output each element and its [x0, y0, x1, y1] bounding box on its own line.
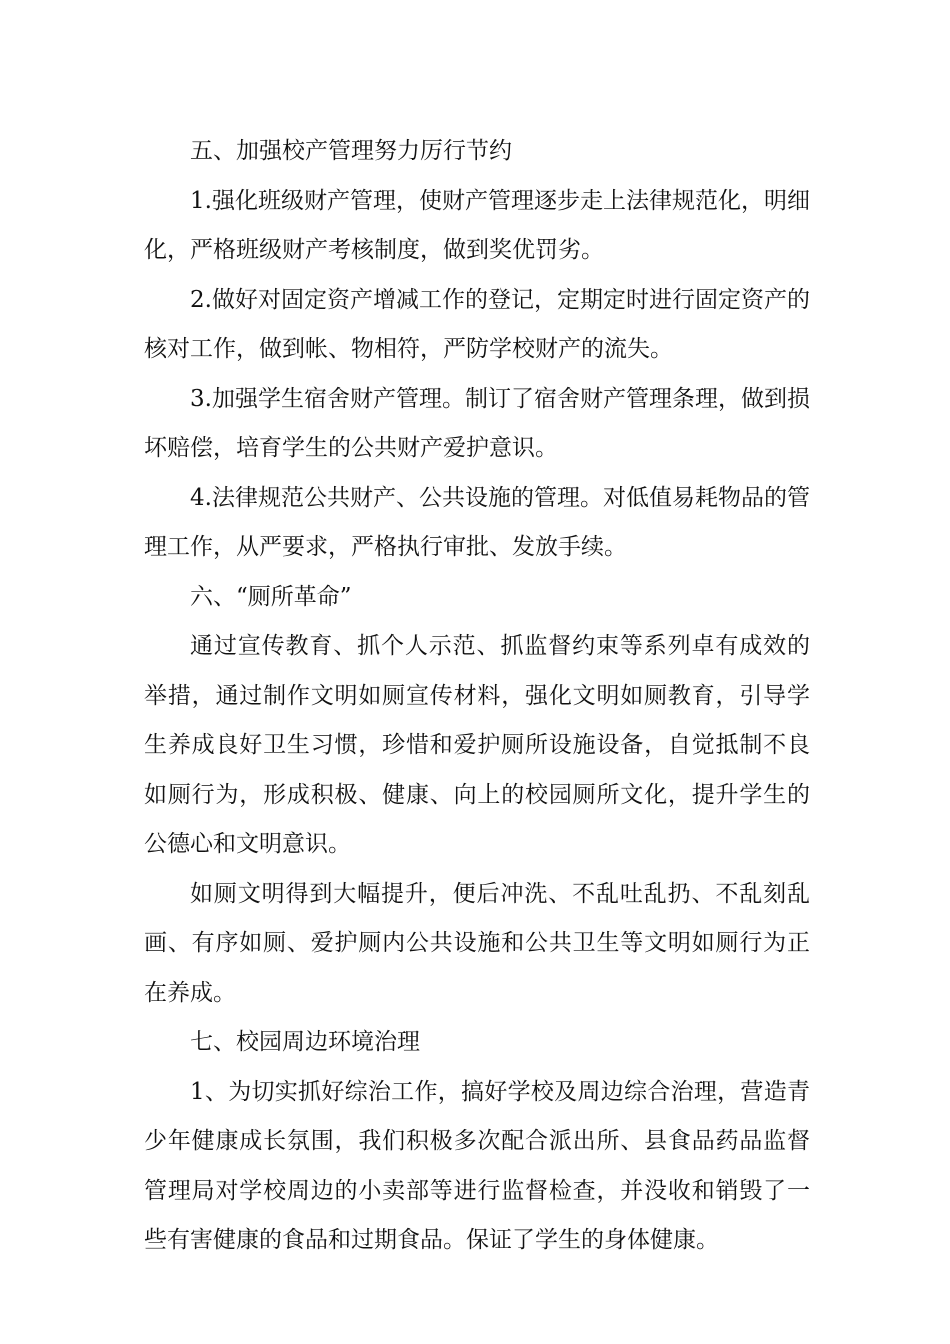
paragraph-7-1: 1、为切实抓好综治工作，搞好学校及周边综合治理，营造青少年健康成长氛围，我们积极多次配合派出所、县食品药品监督管理局对学校周边的小卖部等进行监督检查，并没收和销毁了一些有害健康的食品和过期食品。保证了学生的身体健康。: [144, 1078, 810, 1253]
paragraph-5-1: 1.强化班级财产管理，使财产管理逐步走上法律规范化，明细化，严格班级财产考核制度，做到奖优罚劣。: [144, 187, 810, 263]
paragraph-6-1: 通过宣传教育、抓个人示范、抓监督约束等系列卓有成效的举措，通过制作文明如厕宣传材料，强化文明如厕教育，引导学生养成良好卫生习惯，珍惜和爱护厕所设施设备，自觉抵制不良如厕行为，形成积极、健康、向上的校园厕所文化，提升学生的公德心和文明意识。: [144, 633, 810, 857]
section-heading-5: 五、加强校产管理努力厉行节约: [190, 138, 512, 164]
paragraph-5-2: 2.做好对固定资产增减工作的登记，定期定时进行固定资产的核对工作，做到帐、物相符，严防学校财产的流失。: [144, 286, 810, 362]
section-heading-6: 六、“厕所革命”: [190, 583, 352, 610]
document-body: [144, 127, 810, 1266]
paragraph-6-2: 如厕文明得到大幅提升，便后冲洗、不乱吐乱扔、不乱刻乱画、有序如厕、爱护厕内公共设施和公共卫生等文明如厕行为正在养成。: [144, 880, 810, 1006]
paragraph-5-3: 3.加强学生宿舍财产管理。制订了宿舍财产管理条理，做到损坏赔偿，培育学生的公共财产爱护意识。: [144, 385, 810, 461]
paragraph-5-4: 4.法律规范公共财产、公共设施的管理。对低值易耗物品的管理工作，从严要求，严格执行审批、发放手续。: [144, 484, 810, 560]
section-heading-7: 七、校园周边环境治理: [190, 1029, 420, 1055]
